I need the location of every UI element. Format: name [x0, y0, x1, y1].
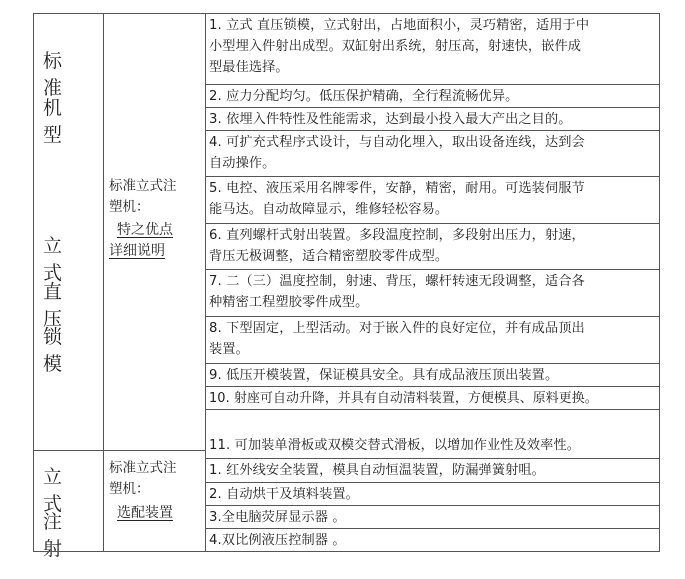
- feature-item-3: 3. 依埋入件特性及性能需求，达到最小投入最大产出之目的。: [209, 112, 572, 127]
- option-item-1: 1. 红外线安全装置，模具自动恒温装置，防漏弹簧射咀。: [209, 463, 545, 478]
- spec-table: [33, 13, 660, 560]
- feature-item-4: 4. 可扩充式程序式设计，与自动化埋入，取出设备连线，达到会 自动操作。: [209, 135, 585, 171]
- category-column: [33, 13, 104, 560]
- feature-item-11: 11. 可加装单滑板或双模交替式滑板，以增加作业性及效率性。: [209, 438, 581, 453]
- feature-item-10: 10. 射座可自动升降，并具有自动清料装置，方便模具、原料更换。: [209, 391, 598, 406]
- option-item-2: 2. 自动烘干及填料装置。: [209, 487, 359, 502]
- category-model: 机型: [43, 97, 77, 146]
- section-column: [103, 13, 206, 552]
- feature-item-5: 5. 电控、液压采用名牌零件，安静，精密，耐用。可选装伺服节 能马达。自动故障显示，维修轻松容易。: [209, 181, 585, 217]
- category-vertical: 立式: [43, 235, 77, 284]
- options-detail-link[interactable]: 选配装置: [117, 505, 173, 521]
- feature-list: [205, 13, 660, 552]
- feature-item-9: 9. 低压开模装置，保证模具安全。具有成品液压顶出装置。: [209, 368, 559, 383]
- feature-item-2: 2. 应力分配均匀。低压保护精确，全行程流畅优异。: [209, 89, 519, 104]
- category-vertical-2: 立式: [43, 466, 77, 515]
- feature-item-7: 7. 二（三）温度控制，射速、背压，螺杆转速无段调整，适合各 种精密工程塑胶零件成型。: [209, 274, 585, 310]
- feature-item-1: 1. 立式 直压锁模，立式射出，占地面积小，灵巧精密，适用于中 小型埋入件射出成型。双缸射出系统，射压高，射速快，嵌件成 型最佳选择。: [209, 18, 590, 75]
- features-detail-link[interactable]: 特之优点 详细说明: [109, 222, 173, 259]
- feature-item-8: 8. 下型固定，上型活动。对于嵌入件的良好定位，并有成品顶出 装置。: [209, 321, 585, 357]
- options-heading: 标准立式注 塑机：: [109, 460, 177, 497]
- option-item-3: 3.全电脑荧屏显示器 。: [209, 510, 346, 525]
- category-standard: 标准: [43, 50, 77, 99]
- category-clamping: 锁模: [43, 326, 77, 375]
- left-divider: [33, 450, 103, 451]
- middle-divider: [103, 450, 205, 451]
- feature-item-6: 6. 直列螺杆式射出装置。多段温度控制，多段射出压力，射速， 背压无极调整，适合精密塑胶零件成型。: [209, 228, 585, 264]
- features-heading: 标准立式注 塑机：: [109, 178, 177, 215]
- category-injection: 注射: [43, 511, 77, 560]
- option-item-4: 4.双比例液压控制器 。: [209, 533, 346, 548]
- category-direct-pressure: 直压: [43, 281, 77, 330]
